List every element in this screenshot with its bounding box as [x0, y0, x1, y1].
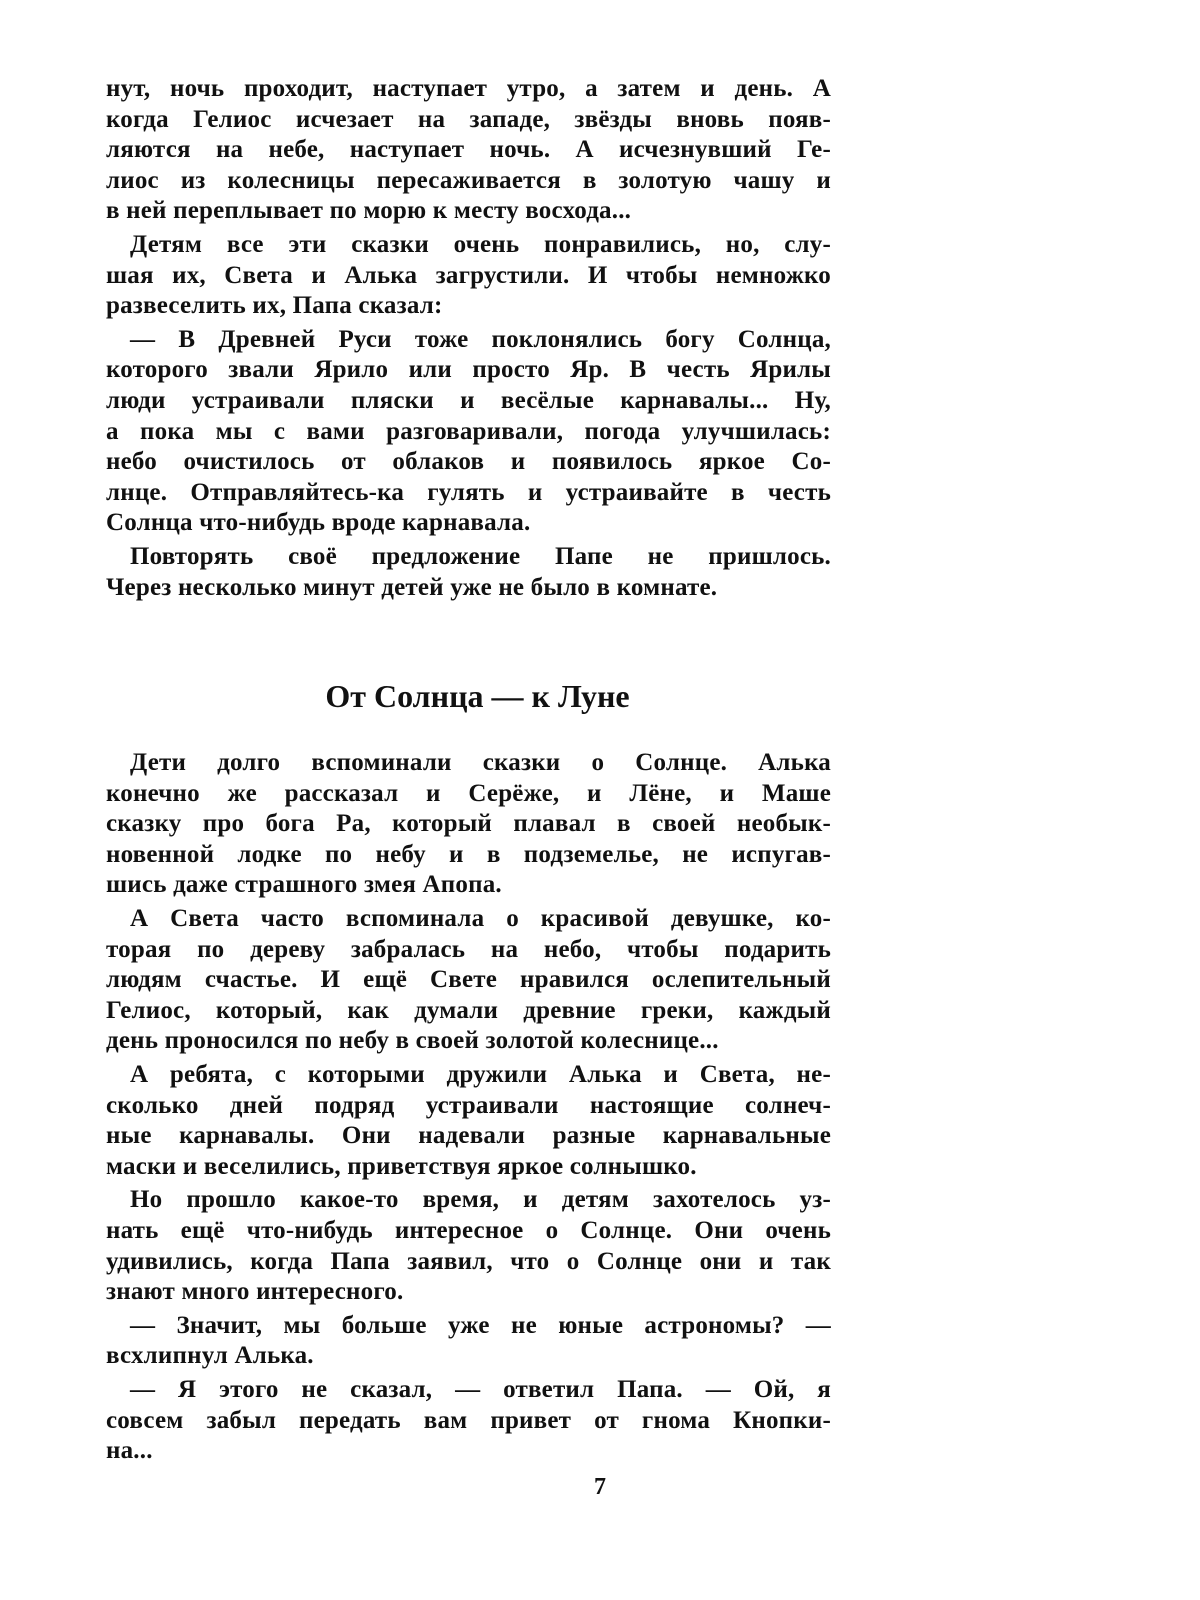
spacer	[106, 606, 831, 676]
text-line: конечно же рассказал и Серёже, и Лёне, и Маше	[106, 779, 831, 807]
spacer	[106, 716, 831, 748]
text-line: Солнца что-нибудь вроде карнавала.	[106, 509, 531, 537]
paragraph	[106, 1375, 831, 1467]
text-line: шись даже страшного змея Апопа.	[106, 871, 502, 899]
paragraph	[106, 325, 831, 539]
text-line: шая их, Света и Алька загрустили. И чтобы немножко	[106, 261, 831, 289]
book-page	[106, 74, 831, 1470]
text-line: Но прошло какое-то время, и детям захотелось уз-	[130, 1186, 831, 1214]
text-block-bottom	[106, 748, 831, 1467]
text-line: людям счастье. И ещё Свете нравился ослепительный	[106, 966, 831, 994]
text-line: а пока мы с вами разговаривали, погода улучшилась:	[106, 417, 831, 445]
text-line: которого звали Ярило или просто Яр. В честь Ярилы	[106, 356, 831, 384]
text-line: Через несколько минут детей уже не было в комнате.	[106, 573, 718, 601]
text-line: день проносился по небу в своей золотой колеснице...	[106, 1027, 719, 1055]
paragraph	[106, 230, 831, 322]
text-line: люди устраивали пляски и весёлые карнавалы... Ну,	[106, 386, 831, 414]
paragraph	[106, 74, 831, 227]
text-line: лиос из колесницы пересаживается в золотую чашу и	[106, 166, 831, 194]
paragraph	[106, 1060, 831, 1182]
text-line: торая по дереву забралась на небо, чтобы подарить	[106, 935, 831, 963]
text-line: — Я этого не сказал, — ответил Папа. — Ой, я	[130, 1375, 831, 1403]
text-line: развеселить их, Папа сказал:	[106, 292, 443, 320]
text-line: в ней переплывает по морю к месту восхода...	[106, 197, 632, 225]
text-line: ляются на небе, наступает ночь. А исчезнувший Ге-	[106, 136, 831, 164]
paragraph	[106, 1311, 831, 1372]
paragraph	[106, 748, 831, 901]
text-line: нут, ночь проходит, наступает утро, а затем и день. А	[106, 75, 831, 102]
text-line: на...	[106, 1437, 153, 1465]
chapter-heading: От Солнца — к Луне	[325, 678, 630, 715]
text-line: А Света часто вспоминала о красивой девушке, ко-	[130, 905, 831, 933]
text-line: совсем забыл передать вам привет от гнома Кнопки-	[106, 1406, 831, 1434]
page-number: 7	[594, 1474, 606, 1500]
text-line: Дети долго вспоминали сказки о Солнце. Алька	[130, 749, 831, 777]
text-line: знают много интересного.	[106, 1278, 404, 1306]
text-line: Детям все эти сказки очень понравились, но, слу-	[130, 230, 831, 258]
text-line: — В Древней Руси тоже поклонялись богу Солнца,	[130, 325, 831, 353]
text-line: — Значит, мы больше уже не юные астрономы? —	[130, 1311, 831, 1339]
paragraph	[106, 542, 831, 603]
text-line: сказку про бога Ра, который плавал в своей необык-	[106, 810, 831, 838]
text-line: новенной лодке по небу и в подземелье, не испугав-	[106, 840, 831, 868]
text-line: небо очистилось от облаков и появилось яркое Со-	[106, 448, 831, 476]
text-line: сколько дней подряд устраивали настоящие солнеч-	[106, 1091, 831, 1119]
text-line: когда Гелиос исчезает на западе, звёзды вновь появ-	[106, 105, 831, 133]
text-line: лнце. Отправляйтесь-ка гулять и устраивайте в честь	[106, 478, 831, 506]
text-line: ные карнавалы. Они надевали разные карнавальные	[106, 1122, 831, 1150]
text-line: нать ещё что-нибудь интересное о Солнце. Они очень	[106, 1217, 831, 1244]
text-line: всхлипнул Алька.	[106, 1342, 314, 1370]
text-line: Повторять своё предложение Папе не пришлось.	[130, 542, 831, 570]
text-line: А ребята, с которыми дружили Алька и Света, не-	[130, 1061, 831, 1089]
text-line: маски и веселились, приветствуя яркое солнышко.	[106, 1152, 697, 1180]
text-line: удивились, когда Папа заявил, что о Солнце они и так	[106, 1247, 831, 1275]
paragraph	[106, 1185, 831, 1307]
text-line: Гелиос, который, как думали древние греки, каждый	[106, 996, 831, 1024]
text-block-top	[106, 74, 831, 603]
paragraph	[106, 904, 831, 1057]
